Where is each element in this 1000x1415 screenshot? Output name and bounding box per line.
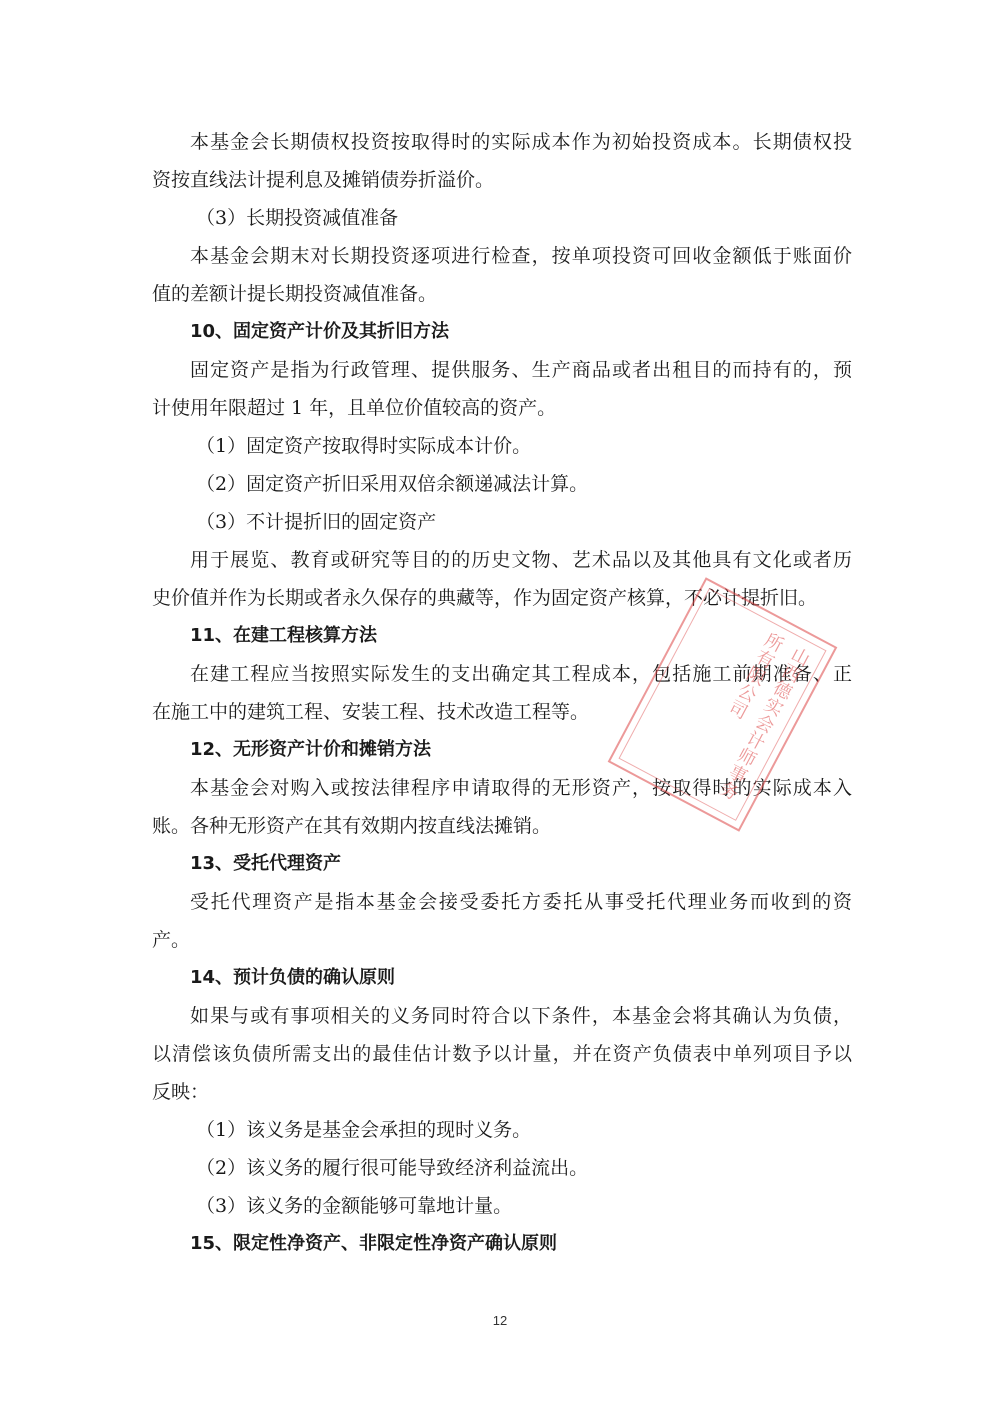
section-heading: 13、受托代理资产 (190, 853, 342, 874)
section-heading: 15、限定性净资产、非限定性净资产确认原则 (190, 1233, 558, 1254)
section-heading: 10、固定资产计价及其折旧方法 (190, 321, 450, 342)
paragraph-line: 本基金会期末对长期投资逐项进行检查，按单项投资可回收金额低于账面价 (190, 245, 852, 267)
paragraph-line: 受托代理资产是指本基金会接受委托方委托从事受托代理业务而收到的资 (190, 891, 852, 913)
section-heading: 14、预计负债的确认原则 (190, 967, 396, 988)
list-item: （2）固定资产折旧采用双倍余额递减法计算。 (196, 473, 589, 495)
paragraph-line: 在建工程应当按照实际发生的支出确定其工程成本，包括施工前期准备、正 (190, 663, 852, 685)
section-heading: 11、在建工程核算方法 (190, 625, 378, 646)
list-item: （1）固定资产按取得时实际成本计价。 (196, 435, 532, 457)
paragraph-line: 产。 (152, 929, 191, 951)
paragraph-line: 固定资产是指为行政管理、提供服务、生产商品或者出租目的而持有的，预 (190, 359, 852, 381)
list-item: （3）该义务的金额能够可靠地计量。 (196, 1195, 513, 1217)
page-number: 12 (492, 1313, 508, 1328)
list-item: （3）长期投资减值准备 (196, 207, 399, 229)
paragraph-line: 用于展览、教育或研究等目的的历史文物、艺术品以及其他具有文化或者历 (190, 549, 852, 571)
paragraph-line: 反映： (152, 1081, 210, 1103)
paragraph-line: 史价值并作为长期或者永久保存的典藏等，作为固定资产核算，不必计提折旧。 (152, 587, 818, 609)
list-item: （1）该义务是基金会承担的现时义务。 (196, 1119, 532, 1141)
paragraph-line: 如果与或有事项相关的义务同时符合以下条件，本基金会将其确认为负债， (190, 1005, 852, 1027)
seal-text: 山西德实会计师事务所有限公司 (714, 628, 814, 804)
paragraph-line: 账。各种无形资产在其有效期内按直线法摊销。 (152, 815, 552, 837)
paragraph-line: 在施工中的建筑工程、安装工程、技术改造工程等。 (152, 701, 590, 723)
paragraph-line: 本基金会对购入或按法律程序申请取得的无形资产，按取得时的实际成本入 (190, 777, 852, 799)
paragraph-line: 以清偿该负债所需支出的最佳估计数予以计量，并在资产负债表中单列项目予以 (152, 1043, 852, 1065)
list-item: （2）该义务的履行很可能导致经济利益流出。 (196, 1157, 589, 1179)
paragraph-line: 计使用年限超过 1 年，且单位价值较高的资产。 (152, 397, 557, 419)
list-item: （3）不计提折旧的固定资产 (196, 511, 437, 533)
paragraph-line: 本基金会长期债权投资按取得时的实际成本作为初始投资成本。长期债权投 (190, 131, 852, 153)
section-heading: 12、无形资产计价和摊销方法 (190, 739, 432, 760)
paragraph-line: 资按直线法计提利息及摊销债券折溢价。 (152, 169, 495, 191)
paragraph-line: 值的差额计提长期投资减值准备。 (152, 283, 438, 305)
